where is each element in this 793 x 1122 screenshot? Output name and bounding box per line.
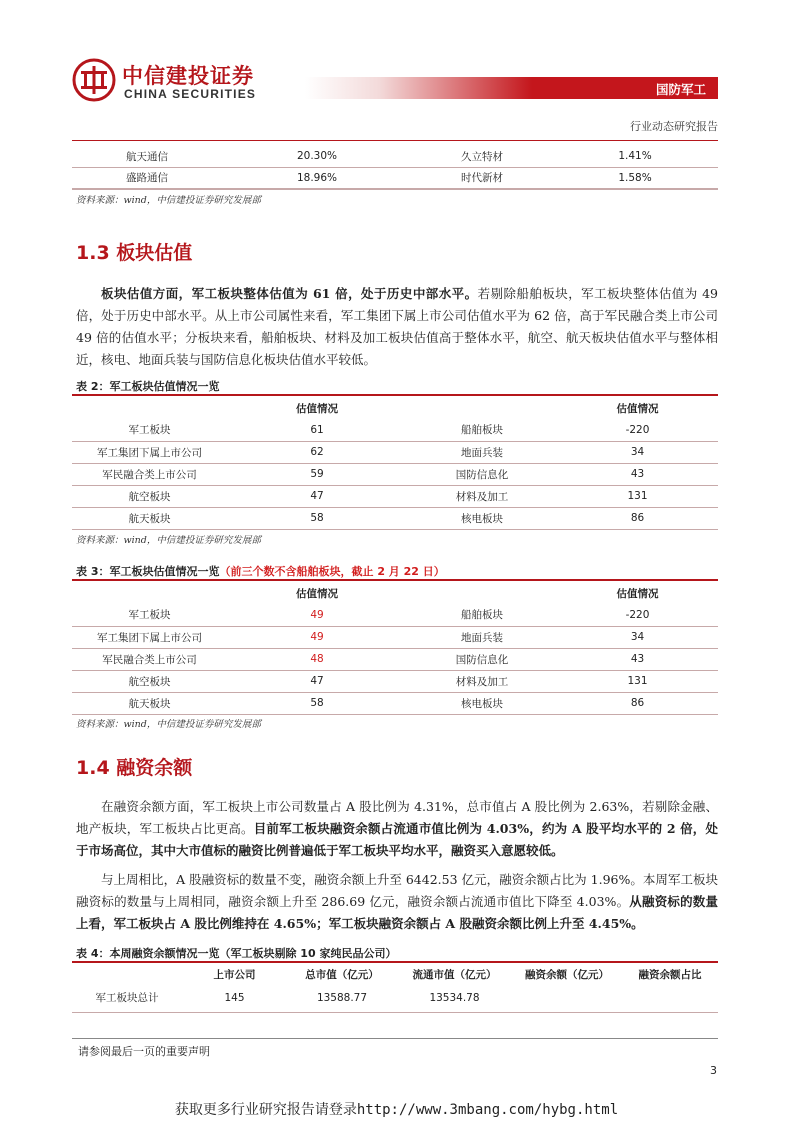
top-table-source: 资料来源：wind，中信建投证券研究发展部 — [76, 195, 261, 206]
table-cell — [622, 984, 718, 1012]
table-cell: 航天板块 — [72, 507, 227, 529]
paragraph-run: 在融资余额方面，军工板块上市公司数量占 A 股比例为 4.31%，总市值占 A 股比例为 2.63%，若剔除金融、地产板块，军工板块占比更高。 — [76, 799, 718, 836]
table-cell: 20.30% — [222, 146, 412, 167]
table-header-cell — [72, 964, 182, 984]
table-cell: 地面兵装 — [407, 441, 557, 463]
table-cell: 航天通信 — [72, 146, 222, 167]
table3-caption-note: （前三个数不含船舶板块，截止 2 月 22 日） — [219, 565, 445, 578]
table-cell: 航空板块 — [72, 670, 227, 692]
table2 — [72, 397, 718, 530]
table-cell: 49 — [227, 604, 407, 626]
table-cell: 58 — [227, 507, 407, 529]
table-cell: -220 — [557, 419, 718, 441]
table-cell: 船舶板块 — [407, 419, 557, 441]
table-cell: 49 — [227, 626, 407, 648]
table-row — [72, 507, 718, 529]
table-cell: 军工板块 — [72, 419, 227, 441]
table-cell: 航空板块 — [72, 485, 227, 507]
table-row — [72, 604, 718, 626]
table-header-cell: 估值情况 — [296, 402, 338, 415]
table3-top-rule — [72, 579, 718, 581]
category-banner — [305, 77, 718, 99]
table-header-cell: 融资余额占比 — [638, 968, 702, 981]
table-cell: 1.58% — [552, 167, 718, 188]
logo-english-name: CHINA SECURITIES — [124, 87, 257, 101]
table-cell: 盛路通信 — [72, 167, 222, 188]
table-cell: 材料及加工 — [407, 670, 557, 692]
table3-caption-text: 表 3：军工板块估值情况一览 — [76, 565, 220, 578]
page-number: 3 — [710, 1064, 717, 1077]
table2-source: 资料来源：wind，中信建投证券研究发展部 — [76, 535, 261, 546]
table-row — [72, 692, 718, 714]
table-cell: 军工板块 — [72, 604, 227, 626]
table-cell: 61 — [227, 419, 407, 441]
margin-paragraph-1 — [76, 796, 718, 862]
table-header-cell: 流通市值（亿元） — [412, 968, 497, 981]
table-cell: 国防信息化 — [407, 463, 557, 485]
table-header-cell — [72, 582, 227, 604]
table-cell: 久立特材 — [412, 146, 552, 167]
table-header-cell: 融资余额（亿元） — [525, 968, 609, 981]
table-cell: 131 — [557, 485, 718, 507]
table-header-cell — [407, 397, 557, 419]
table-row — [72, 441, 718, 463]
header-divider — [72, 140, 718, 141]
table-row — [72, 146, 718, 167]
paragraph-run: 若剔除船舶板块，军工板块整体估值为 49 倍，处于历史中部水平。从上市公司属性来看，军工集团下属上市公司估值水平为 62 倍，高于军民融合类上市公司 49 倍的估值水平；分板块来看，船舶板块、材料及加工板块估值高于整体水平，航空、航天板块估值水平与整体相近，核电、地面兵装与国防信息化板块估值水平较低。 — [76, 286, 718, 367]
category-label: 国防军工 — [655, 82, 706, 97]
source-divider — [72, 189, 718, 190]
table-row — [72, 419, 718, 441]
disclaimer-note: 请参阅最后一页的重要声明 — [78, 1045, 210, 1058]
table-row — [72, 463, 718, 485]
table3 — [72, 582, 718, 715]
paragraph-run: 从融资标的数量上看，军工板块占 A 股比例维持在 4.65%；军工板块融资余额占 A 股融资余额比例上升至 4.45%。 — [76, 894, 718, 931]
table-cell: 船舶板块 — [407, 604, 557, 626]
table-header-cell: 总市值（亿元） — [305, 968, 379, 981]
table-cell: -220 — [557, 604, 718, 626]
table-cell: 145 — [182, 984, 287, 1012]
table-header-row — [72, 964, 718, 984]
table-cell: 地面兵装 — [407, 626, 557, 648]
table-cell: 军工集团下属上市公司 — [72, 626, 227, 648]
logo-chinese-name: 中信建投证券 — [122, 64, 254, 88]
table-cell: 131 — [557, 670, 718, 692]
table-header-cell — [72, 397, 227, 419]
table-header-cell: 估值情况 — [616, 402, 659, 415]
table-cell: 军工板块总计 — [72, 984, 182, 1012]
table-cell: 国防信息化 — [407, 648, 557, 670]
top-table — [72, 146, 718, 189]
table-cell: 核电板块 — [407, 692, 557, 714]
table4-caption: 表 4：本周融资余额情况一览（军工板块剔除 10 家纯民品公司） — [76, 947, 397, 960]
table-row — [72, 984, 718, 1012]
table4 — [72, 964, 718, 1013]
table3-source: 资料来源：wind，中信建投证券研究发展部 — [76, 719, 261, 730]
table-cell: 核电板块 — [407, 507, 557, 529]
footer-divider — [72, 1038, 718, 1039]
table-row — [72, 626, 718, 648]
margin-paragraph-2 — [76, 869, 718, 935]
table-cell: 86 — [557, 507, 718, 529]
table-cell: 18.96% — [222, 167, 412, 188]
table-cell: 军民融合类上市公司 — [72, 463, 227, 485]
table-cell: 军民融合类上市公司 — [72, 648, 227, 670]
table-cell: 34 — [557, 441, 718, 463]
table2-top-rule — [72, 394, 718, 396]
table-cell: 47 — [227, 670, 407, 692]
table-cell: 13534.78 — [397, 984, 512, 1012]
table-row — [72, 648, 718, 670]
table-cell: 48 — [227, 648, 407, 670]
table-row — [72, 167, 718, 188]
table-cell: 材料及加工 — [407, 485, 557, 507]
table-cell: 航天板块 — [72, 692, 227, 714]
table-cell: 43 — [557, 463, 718, 485]
table-header-row — [72, 397, 718, 419]
section-title-margin: 1.4 融资余额 — [76, 757, 193, 779]
table-header-cell: 估值情况 — [296, 587, 338, 600]
paragraph-run: 板块估值方面，军工板块整体估值为 61 倍，处于历史中部水平。 — [101, 286, 478, 301]
table-cell: 43 — [557, 648, 718, 670]
table2-caption: 表 2：军工板块估值情况一览 — [76, 380, 220, 393]
table-cell: 1.41% — [552, 146, 718, 167]
report-type: 行业动态研究报告 — [630, 120, 718, 133]
table-cell: 62 — [227, 441, 407, 463]
table-header-cell — [407, 582, 557, 604]
table-cell: 军工集团下属上市公司 — [72, 441, 227, 463]
table-row — [72, 485, 718, 507]
table-header-row — [72, 582, 718, 604]
table-cell — [512, 984, 622, 1012]
valuation-paragraph — [76, 283, 718, 371]
table3-caption — [76, 563, 445, 579]
table4-top-rule — [72, 961, 718, 963]
download-watermark: 获取更多行业研究报告请登录http://www.3mbang.com/hybg.html — [174, 1102, 619, 1118]
china-securities-logo-icon — [72, 58, 116, 102]
table-cell: 59 — [227, 463, 407, 485]
table-header-cell: 上市公司 — [213, 968, 256, 981]
paragraph-run: 与上周相比，A 股融资标的数量不变，融资余额上升至 6442.53 亿元，融资余额占比为 1.96%。本周军工板块融资标的数量与上周相同，融资余额上升至 286.69 亿元，融资余额占流通市值比下降至 4.03%。 — [76, 872, 718, 909]
paragraph-run: 目前军工板块融资余额占流通市值比例为 4.03%，约为 A 股平均水平的 2 倍，处于市场高位，其中大市值标的融资比例普遍低于军工板块平均水平，融资买入意愿较低。 — [76, 821, 718, 858]
table-row — [72, 670, 718, 692]
section-title-valuation: 1.3 板块估值 — [76, 242, 193, 264]
table-cell: 86 — [557, 692, 718, 714]
table-header-cell: 估值情况 — [616, 587, 659, 600]
table-cell: 34 — [557, 626, 718, 648]
table-cell: 时代新材 — [412, 167, 552, 188]
table-cell: 58 — [227, 692, 407, 714]
table-cell: 13588.77 — [287, 984, 397, 1012]
table-cell: 47 — [227, 485, 407, 507]
